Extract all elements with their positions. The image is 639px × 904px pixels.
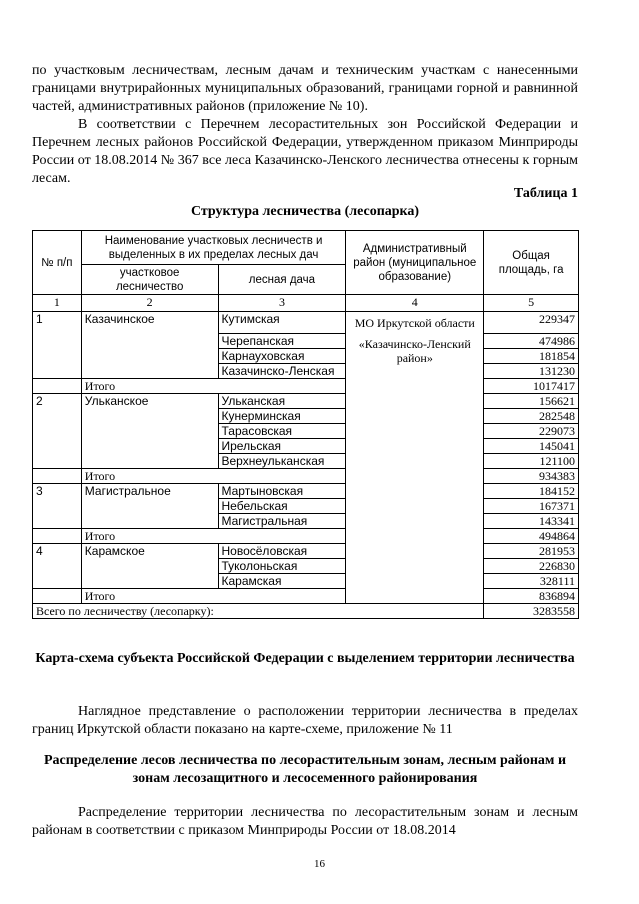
table-row (33, 544, 579, 559)
col-number: 2 (81, 295, 218, 312)
header-district-forestry: участковое лесничество (81, 265, 218, 295)
forest-dacha-name: Мартыновская (218, 484, 346, 499)
subtotal-label: Итого (81, 589, 346, 604)
area-value: 328111 (484, 574, 579, 589)
area-value: 131230 (484, 364, 579, 379)
subtotal-row (33, 529, 579, 544)
intro-paragraph-1: по участковым лесничествам, лесным дачам и техническим участкам с нанесенными границами внутрирайонных муниципальных образований, границами горной и равнинной частей, административных районов (приложение № 10). (32, 63, 578, 114)
area-value: 184152 (484, 484, 579, 499)
table-row (33, 484, 579, 499)
admin-district-line2: «Казачинско-Ленский район» (358, 337, 471, 365)
header-area: Общая площадь, га (484, 231, 579, 295)
header-names-group: Наименование участковых лесничеств и выделенных в их пределах лесных дач (81, 231, 346, 265)
empty-cell (33, 529, 82, 544)
table-row (33, 312, 579, 334)
forest-dacha-name: Ульканская (218, 394, 346, 409)
forest-dacha-name: Карнауховская (218, 349, 346, 364)
subtotal-value: 934383 (484, 469, 579, 484)
area-value: 156621 (484, 394, 579, 409)
empty-cell (33, 379, 82, 394)
subtotal-value: 836894 (484, 589, 579, 604)
forest-dacha-name: Карамская (218, 574, 346, 589)
subtotal-row (33, 589, 579, 604)
area-value: 281953 (484, 544, 579, 559)
col-number: 1 (33, 295, 82, 312)
col-number: 4 (346, 295, 484, 312)
area-value: 226830 (484, 559, 579, 574)
row-number: 1 (33, 312, 82, 379)
empty-cell (33, 589, 82, 604)
area-value: 143341 (484, 514, 579, 529)
page-number: 16 (314, 858, 325, 870)
forest-dacha-name: Небельская (218, 499, 346, 514)
subtotal-label: Итого (81, 469, 346, 484)
area-value: 181854 (484, 349, 579, 364)
subtotal-value: 494864 (484, 529, 579, 544)
table-label: Таблица 1 (513, 186, 578, 201)
forest-dacha-name: Верхнеульканская (218, 454, 346, 469)
zones-section-title: Распределение лесов лесничества по лесорастительным зонам, лесным районам и зонам лесозащитного и лесосеменного районирования (43, 753, 567, 786)
row-number: 3 (33, 484, 82, 529)
structure-table-body (33, 231, 579, 619)
forest-dacha-name: Кунерминская (218, 409, 346, 424)
header-forest-dacha: лесная дача (218, 265, 346, 295)
subtotal-label: Итого (81, 379, 346, 394)
subtotal-value: 1017417 (484, 379, 579, 394)
forest-dacha-name: Казачинско-Ленская (218, 364, 346, 379)
district-forestry-name: Магистральное (81, 484, 218, 529)
col-number: 3 (218, 295, 346, 312)
col-number: 5 (484, 295, 579, 312)
row-number: 2 (33, 394, 82, 469)
structure-table (32, 230, 579, 619)
header-admin-district: Административный район (муниципальное образование) (346, 231, 484, 295)
subtotal-row (33, 379, 579, 394)
admin-district-cell (346, 312, 484, 604)
map-section-title: Карта-схема субъекта Российской Федерации с выделением территории лесничества (35, 651, 575, 666)
area-value: 145041 (484, 439, 579, 454)
row-number: 4 (33, 544, 82, 589)
zones-section-text: Распределение территории лесничества по лесорастительным зонам и лесным районам в соответствии с приказом Минприроды России от 18.08.2014 (32, 805, 578, 838)
forest-dacha-name: Магистральная (218, 514, 346, 529)
forest-dacha-name: Ирельская (218, 439, 346, 454)
table-title: Структура лесничества (лесопарка) (190, 204, 420, 219)
admin-district-line1: МО Иркутской области (354, 316, 475, 330)
area-value: 229073 (484, 424, 579, 439)
forest-dacha-name: Новосёловская (218, 544, 346, 559)
district-forestry-name: Казачинское (81, 312, 218, 379)
map-section-text: Наглядное представление о расположении территории лесничества в пределах границ Иркутской области показано на карте-схеме, приложение № 11 (32, 704, 578, 737)
grand-total-value: 3283558 (484, 604, 579, 619)
area-value: 282548 (484, 409, 579, 424)
district-forestry-name: Карамское (81, 544, 218, 589)
forest-dacha-name: Кутимская (218, 312, 346, 334)
forest-dacha-name: Черепанская (218, 334, 346, 349)
grand-total-label: Всего по лесничеству (лесопарку): (33, 604, 484, 619)
area-value: 167371 (484, 499, 579, 514)
subtotal-row (33, 469, 579, 484)
table-row (33, 394, 579, 409)
empty-cell (33, 469, 82, 484)
intro-paragraph-2: В соответствии с Перечнем лесорастительных зон Российской Федерации и Перечнем лесных районов Российской Федерации, утвержденном приказом Минприроды России от 18.08.2014 № 367 все леса Казачинско-Ленского лесничества отнесены к горным лесам. (32, 117, 578, 186)
area-value: 474986 (484, 334, 579, 349)
area-value: 229347 (484, 312, 579, 334)
forest-dacha-name: Тарасовская (218, 424, 346, 439)
district-forestry-name: Ульканское (81, 394, 218, 469)
area-value: 121100 (484, 454, 579, 469)
column-numbers-row (33, 295, 579, 312)
subtotal-label: Итого (81, 529, 346, 544)
header-num: № п/п (33, 231, 82, 295)
forest-dacha-name: Туколоньская (218, 559, 346, 574)
grand-total-row (33, 604, 579, 619)
